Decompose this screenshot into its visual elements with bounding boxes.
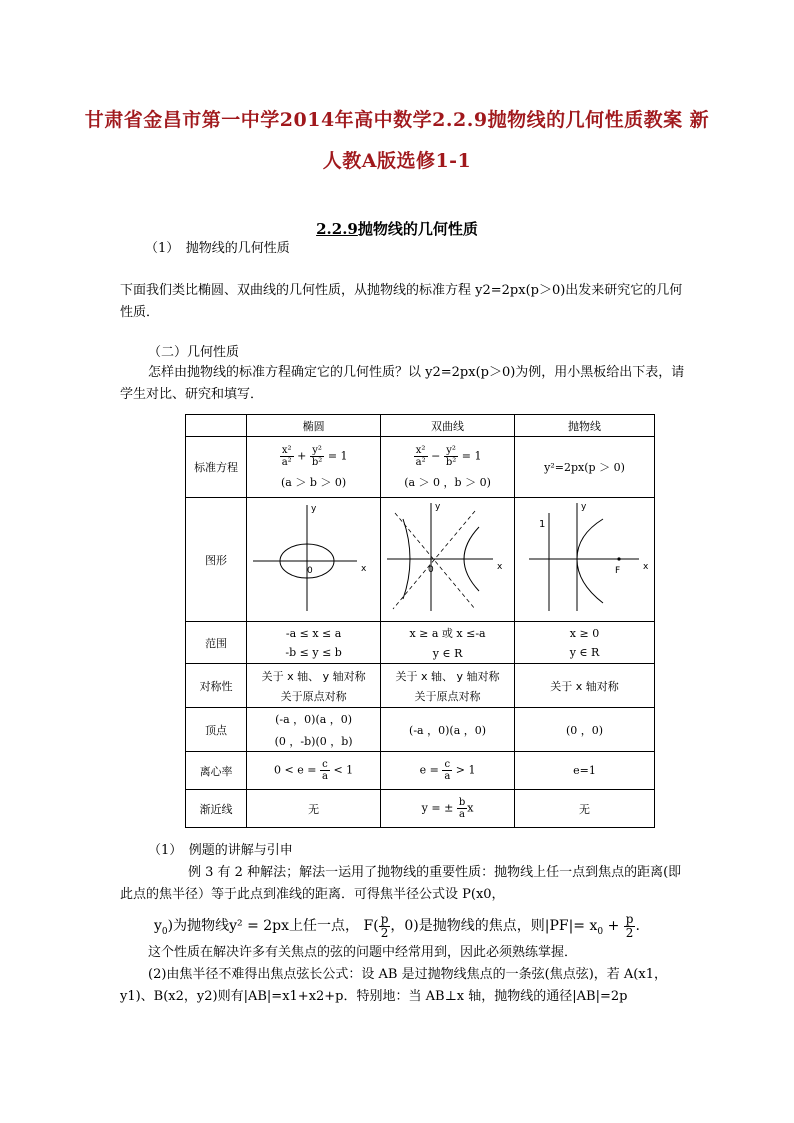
hyperbola-graph-cell xyxy=(381,498,515,622)
row-label: 渐近线 xyxy=(186,790,247,828)
header-parabola: 抛物线 xyxy=(515,415,655,437)
fraction: $\frac{\text{x²}}{\text{a²}}$ xyxy=(281,444,292,468)
row-label: 图形 xyxy=(186,498,247,622)
example-line6: y1)、B(x2，y2)则有|AB|=x1+x2+p．特别地：当 AB⊥x 轴，抛物线的通径|AB|=2p xyxy=(120,989,628,1004)
hyperbola-graph xyxy=(383,499,513,617)
row-label: 标准方程 xyxy=(186,437,247,498)
ellipse-graph-cell xyxy=(247,498,381,622)
row-eccentricity: 离心率 0 < e = $\frac{c}{a}$ < 1 e = $\frac{c}{a}$ > 1 e=1 xyxy=(186,752,655,790)
row-equation xyxy=(186,437,655,498)
ellipse-equation: $\frac{\text{x²}}{\text{a²}}$ + $\frac{\text{y²}}{\text{b²}}$ = 1 (a ＞ b ＞ 0) xyxy=(247,437,381,498)
intro-line1: 下面我们类比椭圆、双曲线的几何性质，从抛物线的标准方程 y2=2px(p＞0)出发来研究它的几何 xyxy=(120,283,683,298)
row-label: 范围 xyxy=(186,622,247,664)
doc-title-line2: 人教A版选修1-1 xyxy=(322,150,472,172)
example-line2: 此点的焦半径）等于此点到准线的距离．可得焦半径公式设 P(x0， xyxy=(120,887,505,902)
svg-text:0: 0 xyxy=(306,566,313,576)
subtitle-number: 2.2.9 xyxy=(316,220,358,238)
intro-line2: 性质． xyxy=(120,305,160,320)
properties-table xyxy=(185,414,655,828)
example-line5: (2)由焦半径不难得出焦点弦长公式：设 AB 是过抛物线焦点的一条弦(焦点弦)，若 A(x1， xyxy=(148,967,667,982)
section-subtitle xyxy=(0,218,794,239)
para2-line1: 怎样由抛物线的标准方程确定它的几何性质？以 y2=2px(p＞0)为例，用小黑板给出下表，请 xyxy=(148,365,685,380)
example-line4: 这个性质在解决许多有关焦点的弦的问题中经常用到，因此必须熟练掌握． xyxy=(148,945,578,960)
row-asymptote: 渐近线 无 y = ± $\frac{b}{a}$ x 无 xyxy=(186,790,655,828)
row-symmetry: 对称性 关于 x 轴、 y 轴对称 关于原点对称 关于 x 轴、 y 轴对称 关于原点对称 关于 x 轴对称 xyxy=(186,664,655,708)
section-heading-2: （二）几何性质 xyxy=(148,345,240,360)
fraction: $\frac{\text{y²}}{\text{b²}}$ xyxy=(311,444,323,468)
row-label: 离心率 xyxy=(186,752,247,790)
row-label: 顶点 xyxy=(186,708,247,752)
svg-text:F: F xyxy=(614,566,620,576)
table-header-row xyxy=(186,415,655,437)
parabola-graph-cell xyxy=(515,498,655,622)
header-ellipse: 椭圆 xyxy=(247,415,381,437)
example-line1: 例 3 有 2 种解法；解法一运用了抛物线的重要性质：抛物线上任一点到焦点的距离(即 xyxy=(188,865,682,880)
doc-title-line1: 甘肃省金昌市第一中学2014年高中数学2.2.9抛物线的几何性质教案 新 xyxy=(84,109,710,131)
para2-line2: 学生对比、研究和填写． xyxy=(120,387,264,402)
example-line3: $y_0$)为抛物线y² = 2px上任一点， F( $\frac{p}{2}$ ，0)是抛物线的焦点，则$|PF|= x_0$ + $\frac{p}{2}$ . xyxy=(154,911,640,940)
svg-text:x: x xyxy=(360,564,366,574)
section-heading-3: （1） 例题的讲解与引申 xyxy=(148,843,293,858)
subtitle-text: 抛物线的几何性质 xyxy=(357,220,478,238)
svg-text:0: 0 xyxy=(427,565,434,575)
svg-text:y: y xyxy=(580,502,586,512)
svg-text:1: 1 xyxy=(538,519,545,530)
fraction: $\frac{\text{x²}}{\text{a²}}$ xyxy=(415,444,426,468)
header-hyperbola: 双曲线 xyxy=(381,415,515,437)
section-heading-1: （1） 抛物线的几何性质 xyxy=(145,241,290,256)
svg-text:x: x xyxy=(496,562,502,572)
ellipse-graph xyxy=(249,499,379,617)
row-vertex: 顶点 (-a ，0)(a ，0) (0 ，-b)(0 ，b) (-a ，0)(a ，0) (0 ，0) xyxy=(186,708,655,752)
row-range: 范围 -a ≤ x ≤ a -b ≤ y ≤ b x ≥ a 或 x ≤-a y ∈ R x ≥ 0 y ∈ R xyxy=(186,622,655,664)
svg-text:y: y xyxy=(434,502,440,512)
row-graph xyxy=(186,498,655,622)
parabola-graph xyxy=(517,499,653,617)
row-label: 对称性 xyxy=(186,664,247,708)
svg-text:y: y xyxy=(310,504,316,514)
hyperbola-equation: $\frac{\text{x²}}{\text{a²}}$ − $\frac{\text{y²}}{\text{b²}}$ = 1 (a ＞ 0 ，b ＞ 0) xyxy=(381,437,515,498)
parabola-equation: y²=2px(p ＞ 0) xyxy=(515,437,655,498)
header-empty xyxy=(186,415,247,437)
svg-text:x: x xyxy=(642,562,648,572)
fraction: $\frac{\text{y²}}{\text{b²}}$ xyxy=(445,444,457,468)
